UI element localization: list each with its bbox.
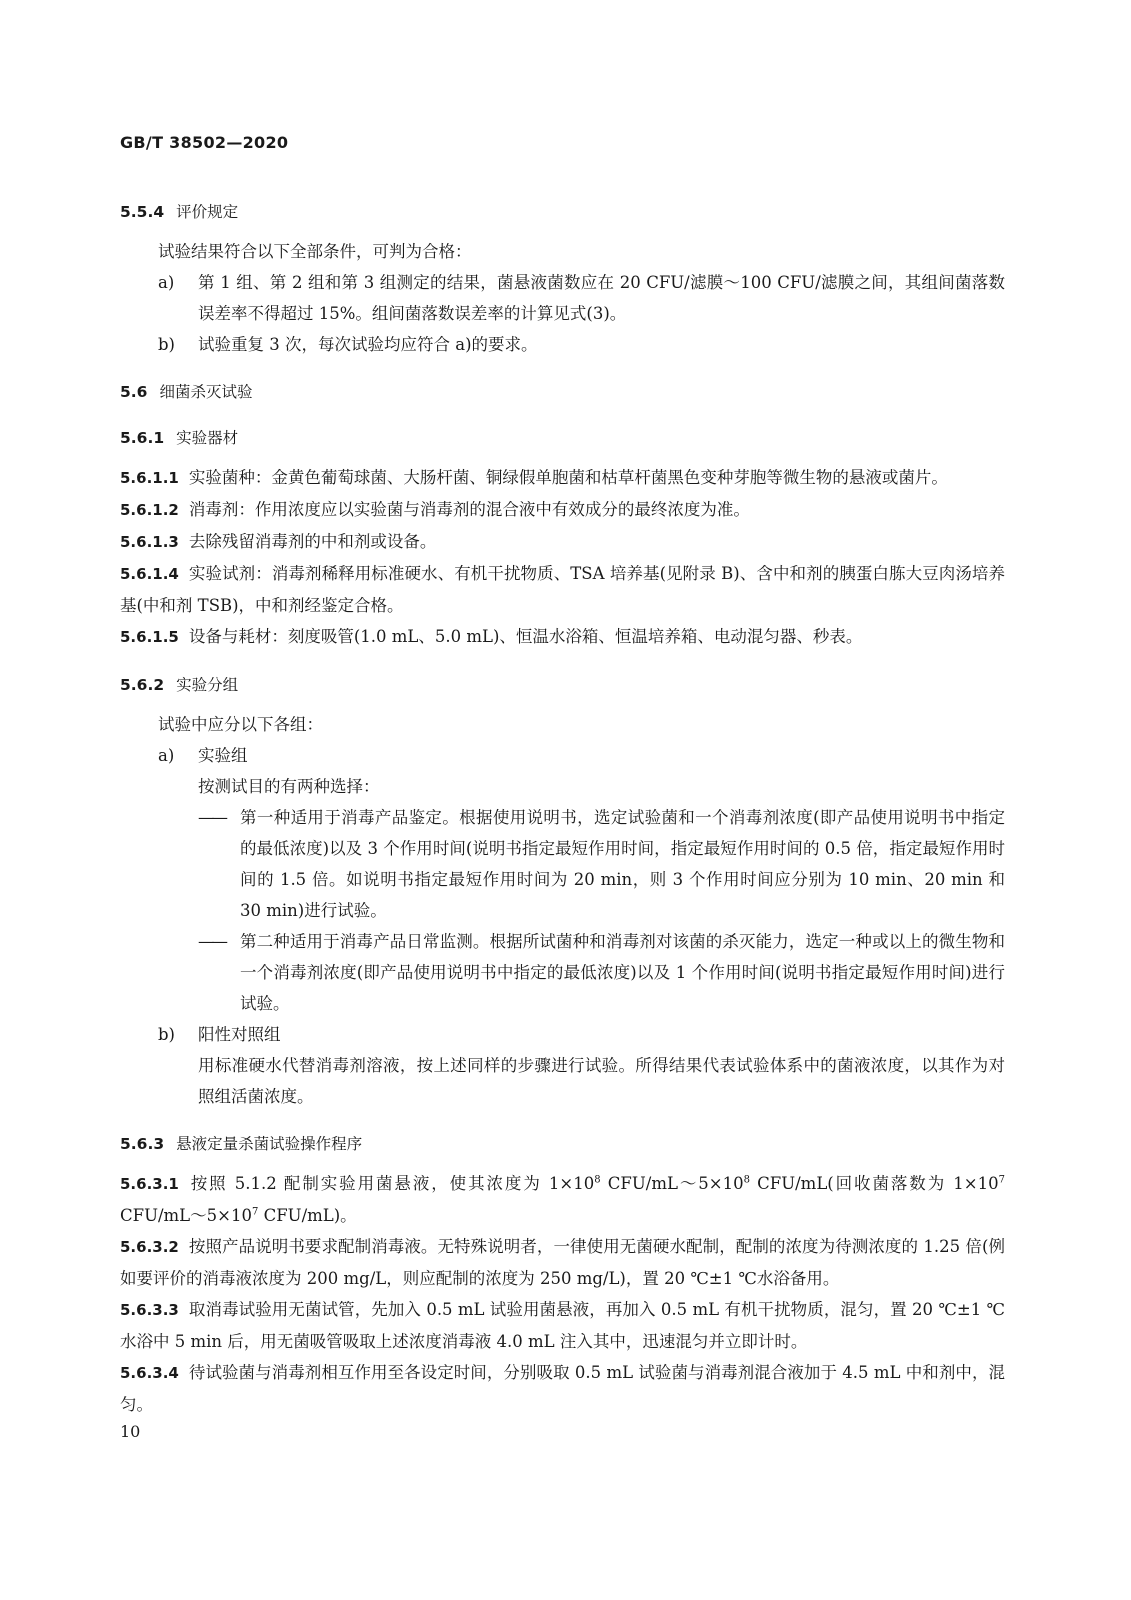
dash-item <box>120 802 1005 926</box>
clause-number: 5.6.3.3 <box>120 1301 179 1319</box>
clause-5-6-3-4 <box>120 1357 1005 1420</box>
clause-text: 设备与耗材：刻度吸管(1.0 mL、5.0 mL)、恒温水浴箱、恒温培养箱、电动混匀器、秒表。 <box>188 627 863 646</box>
section-heading-5-6-1 <box>120 424 1005 452</box>
clause-5-6-1-5 <box>120 621 1005 653</box>
list-item <box>120 1019 1005 1050</box>
clause-number: 5.6.1.1 <box>120 469 179 487</box>
dash-marker: —— <box>198 808 225 827</box>
section-number: 5.6.2 <box>120 676 165 694</box>
clause-5-6-3-3 <box>120 1294 1005 1357</box>
dash-item-text: 第二种适用于消毒产品日常监测。根据所试菌种和消毒剂对该菌的杀灭能力，选定一种或以上的微生物和一个消毒剂浓度(即产品使用说明书中指定的最低浓度)以及 1 个作用时间(说明书指定最短作用时间)进行试验。 <box>240 932 1005 1013</box>
list-item-text: 第 1 组、第 2 组和第 3 组测定的结果，菌悬液菌数应在 20 CFU/滤膜～100 CFU/滤膜之间，其组间菌落数误差率不得超过 15%。组间菌落数误差率的计算见式(3)。 <box>198 273 1005 323</box>
clause-number: 5.6.1.5 <box>120 628 179 646</box>
paragraph: 用标准硬水代替消毒剂溶液，按上述同样的步骤进行试验。所得结果代表试验体系中的菌液浓度，以其作为对照组活菌浓度。 <box>198 1056 1005 1106</box>
standard-code: GB/T 38502—2020 <box>120 133 289 152</box>
clause-number: 5.6.3.4 <box>120 1364 179 1382</box>
list-item <box>120 329 1005 360</box>
clause-text: 按照 5.1.2 配制实验用菌悬液，使其浓度为 $1\times 10^8$ CFU/$mL\sim 5\times 10^8$ CFU/mL(回收菌落数为 $1\times 10^7$ CFU/$mL\sim 5\times 10^7$ CFU/mL)。 <box>120 1174 1005 1225</box>
clause-number: 5.6.1.4 <box>120 565 179 583</box>
section-number: 5.6.3 <box>120 1135 165 1153</box>
clause-text: 去除残留消毒剂的中和剂或设备。 <box>188 532 437 551</box>
section-title: 实验器材 <box>176 429 239 447</box>
clause-number: 5.6.3.1 <box>120 1175 179 1193</box>
dash-marker: —— <box>198 932 225 951</box>
document-body <box>120 198 1005 1420</box>
clause-number: 5.6.1.2 <box>120 501 179 519</box>
section-title: 细菌杀灭试验 <box>159 383 253 401</box>
list-item-title: 实验组 <box>198 746 248 765</box>
section-heading-5-6-3 <box>120 1130 1005 1158</box>
list-item-text: 试验重复 3 次，每次试验均应符合 a)的要求。 <box>198 335 538 354</box>
clause-5-6-3-2 <box>120 1231 1005 1294</box>
section-heading-5-5-4 <box>120 198 1005 226</box>
section-title: 评价规定 <box>176 203 239 221</box>
list-marker: b) <box>158 335 175 354</box>
list-item-title: 阳性对照组 <box>198 1025 281 1044</box>
list-item <box>120 740 1005 771</box>
section-title: 悬液定量杀菌试验操作程序 <box>176 1135 363 1153</box>
list-item <box>120 267 1005 329</box>
clause-5-6-3-1 <box>120 1168 1005 1231</box>
list-marker: a) <box>158 273 175 292</box>
section-number: 5.6.1 <box>120 429 165 447</box>
clause-text: 实验菌种：金黄色葡萄球菌、大肠杆菌、铜绿假单胞菌和枯草杆菌黑色变种芽胞等微生物的悬液或菌片。 <box>188 468 948 487</box>
clause-text: 实验试剂：消毒剂稀释用标准硬水、有机干扰物质、TSA 培养基(见附录 B)、含中和剂的胰蛋白胨大豆肉汤培养基(中和剂 TSB)，中和剂经鉴定合格。 <box>120 564 1005 615</box>
section-number: 5.6 <box>120 383 148 401</box>
clause-text: 消毒剂：作用浓度应以实验菌与消毒剂的混合液中有效成分的最终浓度为准。 <box>188 500 750 519</box>
clause-5-6-1-1 <box>120 462 1005 494</box>
dash-item <box>120 926 1005 1019</box>
clause-5-6-1-4 <box>120 558 1005 621</box>
list-marker: b) <box>158 1025 175 1044</box>
clause-text: 取消毒试验用无菌试管，先加入 0.5 mL 试验用菌悬液，再加入 0.5 mL 有机干扰物质，混匀，置 20 ℃±1 ℃水浴中 5 min 后，用无菌吸管吸取上述浓度消毒液 4.0 mL 注入其中，迅速混匀并立即计时。 <box>120 1300 1005 1351</box>
clause-number: 5.6.1.3 <box>120 533 179 551</box>
list-marker: a) <box>158 746 175 765</box>
page-number: 10 <box>120 1422 141 1441</box>
clause-5-6-1-2 <box>120 494 1005 526</box>
section-number: 5.5.4 <box>120 203 165 221</box>
section-title: 实验分组 <box>176 676 239 694</box>
section-heading-5-6 <box>120 378 1005 406</box>
clause-5-6-1-3 <box>120 526 1005 558</box>
clause-text: 按照产品说明书要求配制消毒液。无特殊说明者，一律使用无菌硬水配制，配制的浓度为待测浓度的 1.25 倍(例如要评价的消毒液浓度为 200 mg/L，则应配制的浓度为 250 mg/L)，置 20 ℃±1 ℃水浴备用。 <box>120 1237 1005 1288</box>
paragraph: 试验结果符合以下全部条件，可判为合格： <box>158 242 472 261</box>
paragraph: 试验中应分以下各组： <box>158 715 323 734</box>
clause-text: 待试验菌与消毒剂相互作用至各设定时间，分别吸取 0.5 mL 试验菌与消毒剂混合液加于 4.5 mL 中和剂中，混匀。 <box>120 1363 1005 1414</box>
paragraph: 按测试目的有两种选择： <box>198 777 380 796</box>
section-heading-5-6-2 <box>120 671 1005 699</box>
clause-number: 5.6.3.2 <box>120 1238 179 1256</box>
dash-item-text: 第一种适用于消毒产品鉴定。根据使用说明书，选定试验菌和一个消毒剂浓度(即产品使用说明书中指定的最低浓度)以及 3 个作用时间(说明书指定最短作用时间，指定最短作用时间的 0.5 倍，指定最短作用时间的 1.5 倍。如说明书指定最短作用时间为 20 min，则 3 个作用时间应分别为 10 min、20 min 和 30 min)进行试验。 <box>240 808 1005 920</box>
